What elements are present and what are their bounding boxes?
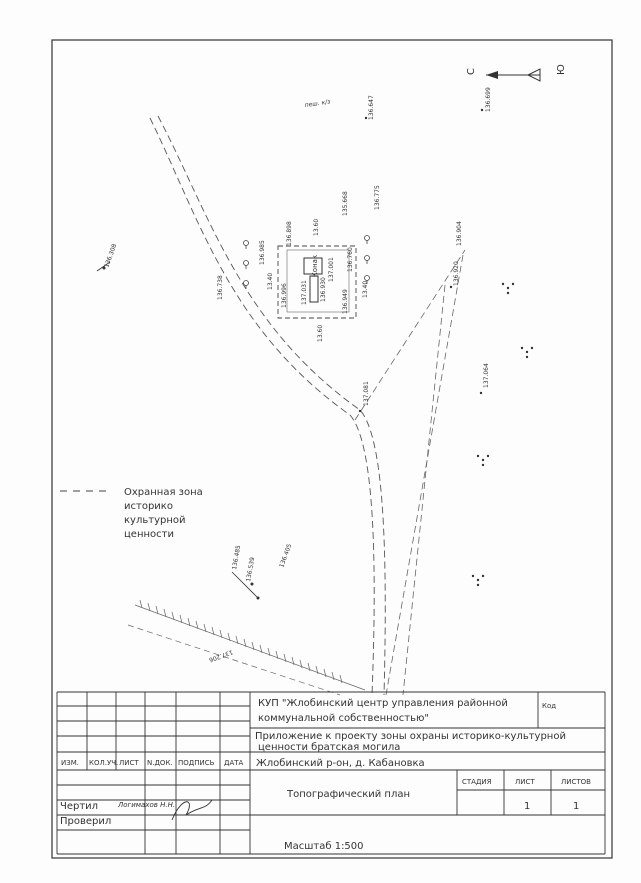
north-letter: С xyxy=(466,68,477,75)
elevation-label: 136.699 xyxy=(485,87,492,112)
road-label: пеш. к/з xyxy=(304,98,331,109)
legend-line-3: культурной xyxy=(124,515,186,526)
col-podpis: ПОДПИСЬ xyxy=(178,759,215,767)
elevation-label: 136.920 xyxy=(453,261,460,286)
checked-label: Проверил xyxy=(60,816,112,827)
elevation-label: 137.206 xyxy=(207,648,234,664)
elevation-label: 136.647 xyxy=(368,95,375,120)
legend-line-1: Охранная зона xyxy=(124,487,203,498)
dimension-label: 13.60 xyxy=(313,218,320,236)
elevation-label: 137.081 xyxy=(363,381,370,406)
col-kol: КОЛ.УЧ. xyxy=(89,759,119,767)
boundary-line-a xyxy=(386,255,463,695)
elevation-label: 137.031 xyxy=(301,280,308,305)
elevation-label: 136.949 xyxy=(342,289,349,314)
drawing-title: Топографический план xyxy=(287,789,411,800)
elevation-label: 136.760 xyxy=(347,247,354,272)
drew-label: Чертил xyxy=(60,801,99,812)
shrub-icons xyxy=(472,283,533,586)
dimension-label: 13.40 xyxy=(362,280,369,298)
org-name-line1: КУП "Жлобинский центр управления районной xyxy=(258,698,508,709)
col-list: ЛИСТ xyxy=(119,759,139,767)
elevation-label: 136.898 xyxy=(286,221,293,246)
legend xyxy=(60,487,203,540)
legend-line-4: ценности xyxy=(124,529,174,540)
elevation-label: 136.485 xyxy=(231,544,243,571)
elevation-label: 136.904 xyxy=(456,221,463,246)
signature xyxy=(172,800,212,820)
legend-line-2: историко xyxy=(124,501,173,512)
location-text: Жлобинский р-он, д. Кабановка xyxy=(256,758,425,769)
building-label: Конак xyxy=(311,254,319,278)
scale-text: Масштаб 1:500 xyxy=(284,841,364,852)
boundary-line-b xyxy=(403,285,445,695)
elevation-label: 137.001 xyxy=(328,257,335,282)
sheets-label: ЛИСТОВ xyxy=(561,778,591,786)
elevation-label: 136.405 xyxy=(278,542,294,569)
grave-slab xyxy=(310,276,318,302)
dimension-label: 13.60 xyxy=(317,324,324,342)
north-arrow-icon xyxy=(466,64,567,81)
code-label: Код xyxy=(542,702,557,710)
elevation-label: 136.738 xyxy=(217,275,224,300)
elevation-label: 136.775 xyxy=(374,185,381,210)
elevation-label: 136.308 xyxy=(103,242,119,269)
sheet-value: 1 xyxy=(524,801,531,812)
sheet-label: ЛИСТ xyxy=(515,778,535,786)
sheets-value: 1 xyxy=(573,801,580,812)
elevation-label: 136.996 xyxy=(281,283,288,308)
dimension-label: 13.40 xyxy=(267,272,274,290)
elevation-label: 135.668 xyxy=(342,191,349,216)
south-letter: Ю xyxy=(556,64,567,75)
elevation-label: 136.985 xyxy=(259,240,266,265)
project-line2: ценности братская могила xyxy=(258,742,401,753)
org-name-line2: коммунальной собственностью" xyxy=(258,713,430,724)
project-line1: Приложение к проекту зоны охраны историко-культурной xyxy=(255,731,566,742)
elevation-label: 136.539 xyxy=(245,556,257,583)
col-ndok: N.ДОК. xyxy=(147,759,173,767)
road-line-a xyxy=(355,250,465,420)
road-edge-right xyxy=(158,116,385,695)
ditch-hatching xyxy=(128,600,365,695)
elevation-label: 137.064 xyxy=(483,363,490,388)
drew-name: Логимахов Н.Н. xyxy=(118,801,176,809)
elevation-label: 136.930 xyxy=(320,277,327,302)
stage-label: СТАДИЯ xyxy=(462,778,492,786)
road-edge-left xyxy=(150,118,374,695)
col-izm: ИЗМ. xyxy=(61,759,79,767)
col-data: ДАТА xyxy=(224,759,244,767)
